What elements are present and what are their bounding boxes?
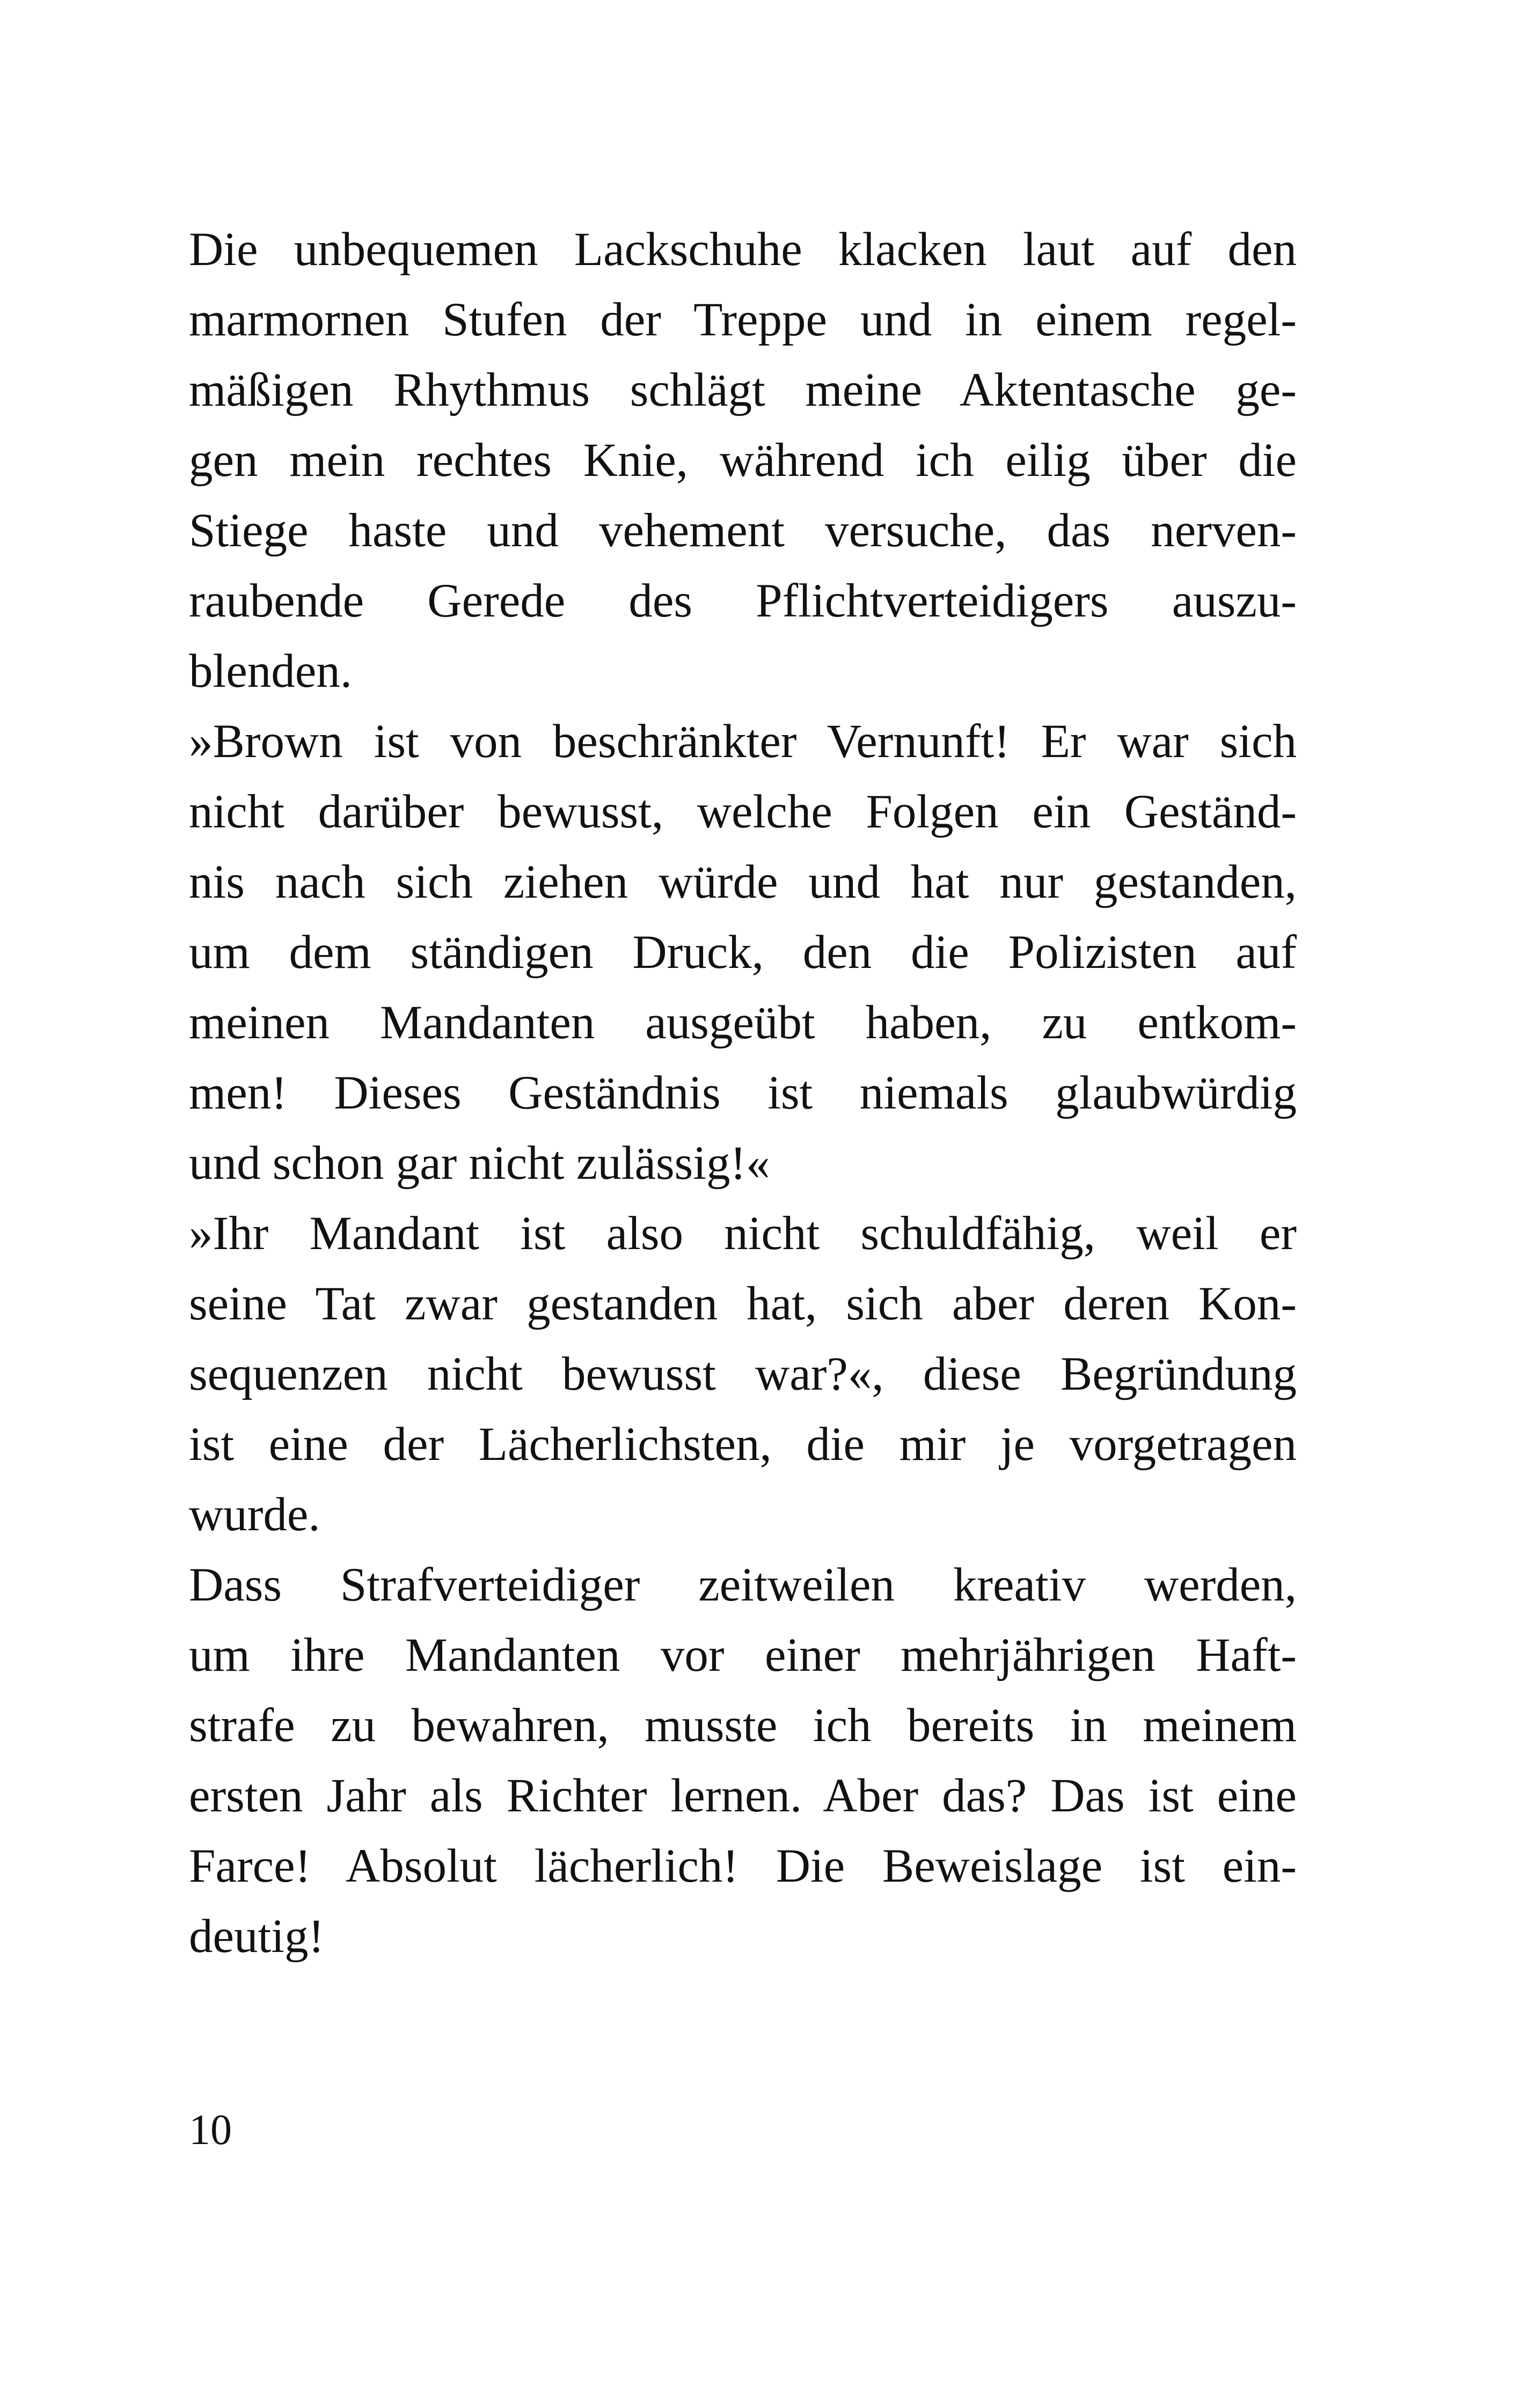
- text-line: deutig!: [189, 1910, 325, 1963]
- text-line: und schon gar nicht zulässig!«: [189, 1137, 770, 1190]
- text-line: raubende Gerede des Pflichtverteidigers auszu-: [189, 575, 1297, 627]
- text-line: Stiege haste und vehement versuche, das nerven-: [189, 504, 1297, 557]
- text-line: gen mein rechtes Knie, während ich eilig über die: [189, 434, 1297, 487]
- text-line: mäßigen Rhythmus schlägt meine Aktentasche ge-: [189, 364, 1297, 416]
- text-line: um dem ständigen Druck, den die Polizisten auf: [189, 926, 1297, 979]
- text-line: seine Tat zwar gestanden hat, sich aber deren Kon-: [189, 1278, 1297, 1330]
- text-line: nicht darüber bewusst, welche Folgen ein Geständ-: [189, 785, 1297, 838]
- text-line: »Brown ist von beschränkter Vernunft! Er war sich: [189, 715, 1297, 768]
- text-line: »Ihr Mandant ist also nicht schuldfähig, weil er: [189, 1207, 1297, 1260]
- text-line: Die unbequemen Lackschuhe klacken laut auf den: [189, 223, 1297, 276]
- text-line: ersten Jahr als Richter lernen. Aber das? Das ist eine: [189, 1770, 1297, 1822]
- text-line: meinen Mandanten ausgeübt haben, zu entkom-: [189, 996, 1297, 1049]
- body-text: [189, 215, 1297, 1972]
- text-line: strafe zu bewahren, musste ich bereits in meinem: [189, 1699, 1297, 1752]
- text-line: wurde.: [189, 1488, 320, 1541]
- text-line: men! Dieses Geständnis ist niemals glaubwürdig: [189, 1067, 1297, 1119]
- text-line: ist eine der Lächerlichsten, die mir je vorgetragen: [189, 1418, 1297, 1471]
- text-line: um ihre Mandanten vor einer mehrjährigen Haft-: [189, 1629, 1297, 1682]
- text-line: Farce! Absolut lächerlich! Die Beweislage ist ein-: [189, 1840, 1297, 1892]
- text-line: nis nach sich ziehen würde und hat nur gestanden,: [189, 856, 1297, 908]
- text-line: marmornen Stufen der Treppe und in einem regel-: [189, 293, 1297, 346]
- text-line: Dass Strafverteidiger zeitweilen kreativ werden,: [189, 1559, 1297, 1611]
- text-line: sequenzen nicht bewusst war?«, diese Begründung: [189, 1348, 1297, 1400]
- text-line: blenden.: [189, 645, 352, 698]
- page-number: 10: [189, 2106, 232, 2154]
